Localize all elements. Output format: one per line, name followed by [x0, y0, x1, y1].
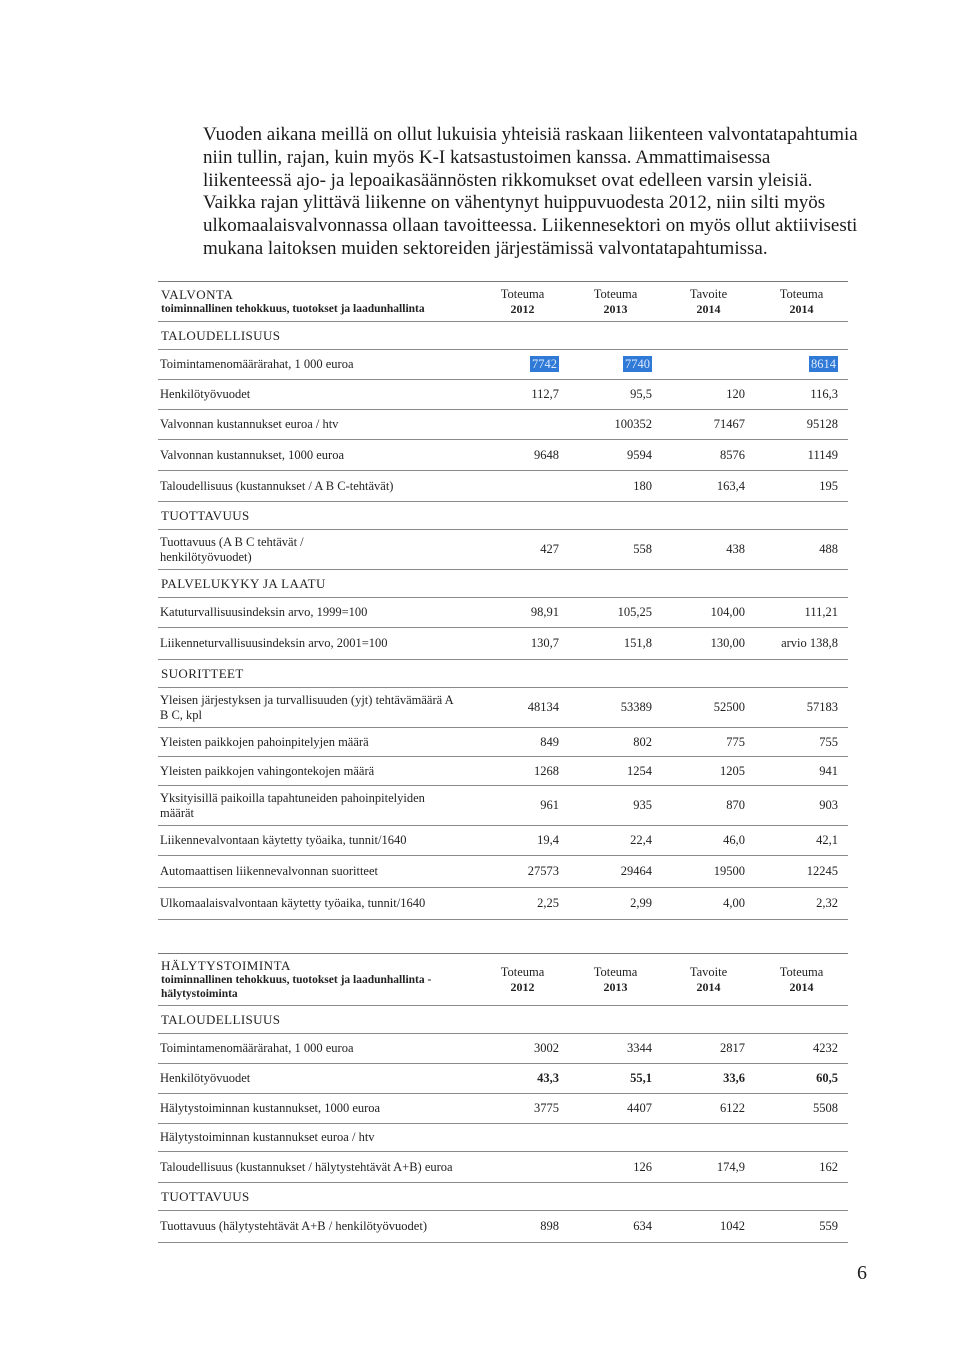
section-label: SUORITTEET — [158, 660, 848, 688]
cell: 111,21 — [755, 598, 848, 628]
table-row — [158, 757, 848, 786]
table-row — [158, 1211, 848, 1243]
cell: 46,0 — [662, 826, 755, 856]
cell: 98,91 — [476, 598, 569, 628]
row-label: Valvonnan kustannukset euroa / htv — [158, 410, 476, 440]
cell: 105,25 — [569, 598, 662, 628]
section-label: TALOUDELLISUUS — [158, 322, 848, 350]
table-row — [158, 728, 848, 757]
cell: 9648 — [476, 440, 569, 471]
table-row — [158, 380, 848, 410]
cell: 3344 — [569, 1034, 662, 1064]
cell: 802 — [569, 728, 662, 757]
column-year: 2014 — [789, 979, 814, 994]
cell: 755 — [755, 728, 848, 757]
cell: 1254 — [569, 757, 662, 786]
row-label: Yleisten paikkojen vahingontekojen määrä — [158, 757, 476, 786]
cell: 1042 — [662, 1211, 755, 1243]
table-row — [158, 1124, 848, 1152]
cell: 112,7 — [476, 380, 569, 410]
section-row — [158, 570, 848, 598]
section-label: TUOTTAVUUS — [158, 502, 848, 530]
cell: 4407 — [569, 1094, 662, 1124]
cell: 130,7 — [476, 628, 569, 660]
cell: 126 — [569, 1152, 662, 1183]
section-label: TUOTTAVUUS — [158, 1183, 848, 1211]
cell: 116,3 — [755, 380, 848, 410]
cell: 558 — [569, 530, 662, 570]
table-subtitle: toiminnallinen tehokkuus, tuotokset ja laadunhallinta — [161, 302, 425, 315]
highlighted-value: 7740 — [625, 357, 650, 371]
cell: 1205 — [662, 757, 755, 786]
section-row — [158, 660, 848, 688]
cell: 95,5 — [569, 380, 662, 410]
cell: 9594 — [569, 440, 662, 471]
cell: 71467 — [662, 410, 755, 440]
cell: 903 — [755, 786, 848, 826]
cell: 42,1 — [755, 826, 848, 856]
row-label: Henkilötyövuodet — [158, 1064, 476, 1094]
table-row — [158, 826, 848, 856]
table-header-row — [158, 954, 848, 1006]
row-label: Henkilötyövuodet — [158, 380, 476, 410]
column-header: Tavoite — [689, 286, 728, 301]
column-header: Toteuma — [779, 286, 824, 301]
cell: 6122 — [662, 1094, 755, 1124]
cell — [476, 1124, 569, 1152]
column-header: Toteuma — [779, 964, 824, 979]
section-label: PALVELUKYKY JA LAATU — [158, 570, 848, 598]
cell: 27573 — [476, 856, 569, 888]
cell: 3775 — [476, 1094, 569, 1124]
row-label: Yleisen järjestyksen ja turvallisuuden (yjt) tehtävämäärä A B C, kpl — [158, 688, 476, 728]
column-year: 2013 — [603, 301, 628, 316]
cell: 22,4 — [569, 826, 662, 856]
column-year: 2014 — [696, 979, 721, 994]
column-year: 2014 — [696, 301, 721, 316]
cell: 60,5 — [755, 1064, 848, 1094]
paragraph-line: liikenteessä ajo- ja lepoaikasäännösten rikkomukset ovat edelleen varsin yleisiä. — [203, 169, 813, 191]
table-row — [158, 350, 848, 380]
paragraph-line: ulkomaalaisvalvonnassa ollaan tavoitteessa. Liikennesektori on myös ollut aktiivisesti — [203, 215, 858, 237]
cell: 438 — [662, 530, 755, 570]
table-row — [158, 688, 848, 728]
cell: 775 — [662, 728, 755, 757]
table-row — [158, 410, 848, 440]
cell: 941 — [755, 757, 848, 786]
cell: 100352 — [569, 410, 662, 440]
cell: 162 — [755, 1152, 848, 1183]
row-label: Katuturvallisuusindeksin arvo, 1999=100 — [158, 598, 476, 628]
intro-paragraph — [203, 124, 883, 261]
cell: arvio 138,8 — [755, 628, 848, 660]
row-label: Taloudellisuus (kustannukset / hälytystehtävät A+B) euroa — [158, 1152, 476, 1183]
paragraph-line: niin tullin, rajan, kuin myös K-I katsastustoimen kanssa. Ammattimaisessa — [203, 146, 771, 168]
cell: 19,4 — [476, 826, 569, 856]
table-row — [158, 1034, 848, 1064]
table-row — [158, 598, 848, 628]
table-row — [158, 856, 848, 888]
cell — [476, 1152, 569, 1183]
row-label: Taloudellisuus (kustannukset / A B C-tehtävät) — [158, 471, 476, 502]
cell: 5508 — [755, 1094, 848, 1124]
cell — [476, 410, 569, 440]
cell — [755, 1124, 848, 1152]
cell: 2817 — [662, 1034, 755, 1064]
row-label: Ulkomaalaisvalvontaan käytetty työaika, tunnit/1640 — [158, 888, 476, 920]
cell — [662, 1124, 755, 1152]
section-row — [158, 502, 848, 530]
table-subtitle: toiminnallinen tehokkuus, tuotokset ja laadunhallinta - hälytystoiminta — [161, 973, 432, 1000]
column-header: Toteuma — [500, 286, 545, 301]
cell: 870 — [662, 786, 755, 826]
valvonta-table — [158, 281, 848, 920]
column-year: 2013 — [603, 979, 628, 994]
section-label: TALOUDELLISUUS — [158, 1006, 848, 1034]
highlighted-value: 8614 — [811, 357, 836, 371]
cell: 4,00 — [662, 888, 755, 920]
cell: 151,8 — [569, 628, 662, 660]
paragraph-line: Vuoden aikana meillä on ollut lukuisia yhteisiä raskaan liikenteen valvontatapahtumia — [203, 124, 858, 145]
paragraph-line: mukana laitoksen muiden sektoreiden järjestämissä valvontatapahtumissa. — [203, 237, 768, 259]
cell: 104,00 — [662, 598, 755, 628]
cell: 559 — [755, 1211, 848, 1243]
cell: 53389 — [569, 688, 662, 728]
column-header: Toteuma — [593, 286, 638, 301]
table-row — [158, 786, 848, 826]
row-label: Tuottavuus (A B C tehtävät / henkilötyövuodet) — [158, 530, 476, 570]
cell: 11149 — [755, 440, 848, 471]
table-row — [158, 440, 848, 471]
section-row — [158, 1006, 848, 1034]
row-label: Hälytystoiminnan kustannukset euroa / htv — [158, 1124, 476, 1152]
highlighted-value: 7742 — [532, 357, 557, 371]
cell: 174,9 — [662, 1152, 755, 1183]
table-row — [158, 1152, 848, 1183]
table-row — [158, 471, 848, 502]
cell: 1268 — [476, 757, 569, 786]
column-year: 2012 — [510, 301, 535, 316]
column-year: 2012 — [510, 979, 535, 994]
cell: 95128 — [755, 410, 848, 440]
cell: 163,4 — [662, 471, 755, 502]
row-label: Liikenneturvallisuusindeksin arvo, 2001=100 — [158, 628, 476, 660]
column-year: 2014 — [789, 301, 814, 316]
row-label: Valvonnan kustannukset, 1000 euroa — [158, 440, 476, 471]
row-label: Liikennevalvontaan käytetty työaika, tunnit/1640 — [158, 826, 476, 856]
cell: 43,3 — [476, 1064, 569, 1094]
column-header: Toteuma — [500, 964, 545, 979]
column-header: Tavoite — [689, 964, 728, 979]
cell: 427 — [476, 530, 569, 570]
section-row — [158, 1183, 848, 1211]
cell: 195 — [755, 471, 848, 502]
table-row — [158, 1094, 848, 1124]
cell — [662, 350, 755, 380]
table-row — [158, 628, 848, 660]
page-number: 6 — [857, 1262, 867, 1284]
row-label: Hälytystoiminnan kustannukset, 1000 euroa — [158, 1094, 476, 1124]
table-row — [158, 530, 848, 570]
section-row — [158, 322, 848, 350]
halytystoiminta-table — [158, 953, 848, 1243]
cell: 57183 — [755, 688, 848, 728]
row-label: Automaattisen liikennevalvonnan suoritteet — [158, 856, 476, 888]
cell: 48134 — [476, 688, 569, 728]
cell: 8576 — [662, 440, 755, 471]
cell: 935 — [569, 786, 662, 826]
row-label: Tuottavuus (hälytystehtävät A+B / henkilötyövuodet) — [158, 1211, 476, 1243]
column-header: Toteuma — [593, 964, 638, 979]
cell: 961 — [476, 786, 569, 826]
cell — [476, 471, 569, 502]
cell: 12245 — [755, 856, 848, 888]
cell: 2,25 — [476, 888, 569, 920]
cell: 2,32 — [755, 888, 848, 920]
cell: 52500 — [662, 688, 755, 728]
cell: 180 — [569, 471, 662, 502]
paragraph-line: Vaikka rajan ylittävä liikenne on vähentynyt huippuvuodesta 2012, niin silti myös — [203, 192, 826, 214]
row-label: Yleisten paikkojen pahoinpitelyjen määrä — [158, 728, 476, 757]
cell: 3002 — [476, 1034, 569, 1064]
cell: 898 — [476, 1211, 569, 1243]
cell: 2,99 — [569, 888, 662, 920]
cell: 120 — [662, 380, 755, 410]
cell: 4232 — [755, 1034, 848, 1064]
table-row — [158, 1064, 848, 1094]
cell — [569, 1124, 662, 1152]
cell: 29464 — [569, 856, 662, 888]
table-title: VALVONTA — [161, 286, 234, 302]
cell: 19500 — [662, 856, 755, 888]
table-title: HÄLYTYSTOIMINTA — [161, 957, 291, 973]
table-header-row — [158, 282, 848, 322]
cell: 130,00 — [662, 628, 755, 660]
row-label: Toimintamenomäärärahat, 1 000 euroa — [158, 350, 476, 380]
cell: 634 — [569, 1211, 662, 1243]
table-row — [158, 888, 848, 920]
cell: 849 — [476, 728, 569, 757]
row-label: Yksityisillä paikoilla tapahtuneiden pahoinpitelyiden määrät — [158, 786, 476, 826]
cell: 55,1 — [569, 1064, 662, 1094]
cell: 488 — [755, 530, 848, 570]
row-label: Toimintamenomäärärahat, 1 000 euroa — [158, 1034, 476, 1064]
cell: 33,6 — [662, 1064, 755, 1094]
